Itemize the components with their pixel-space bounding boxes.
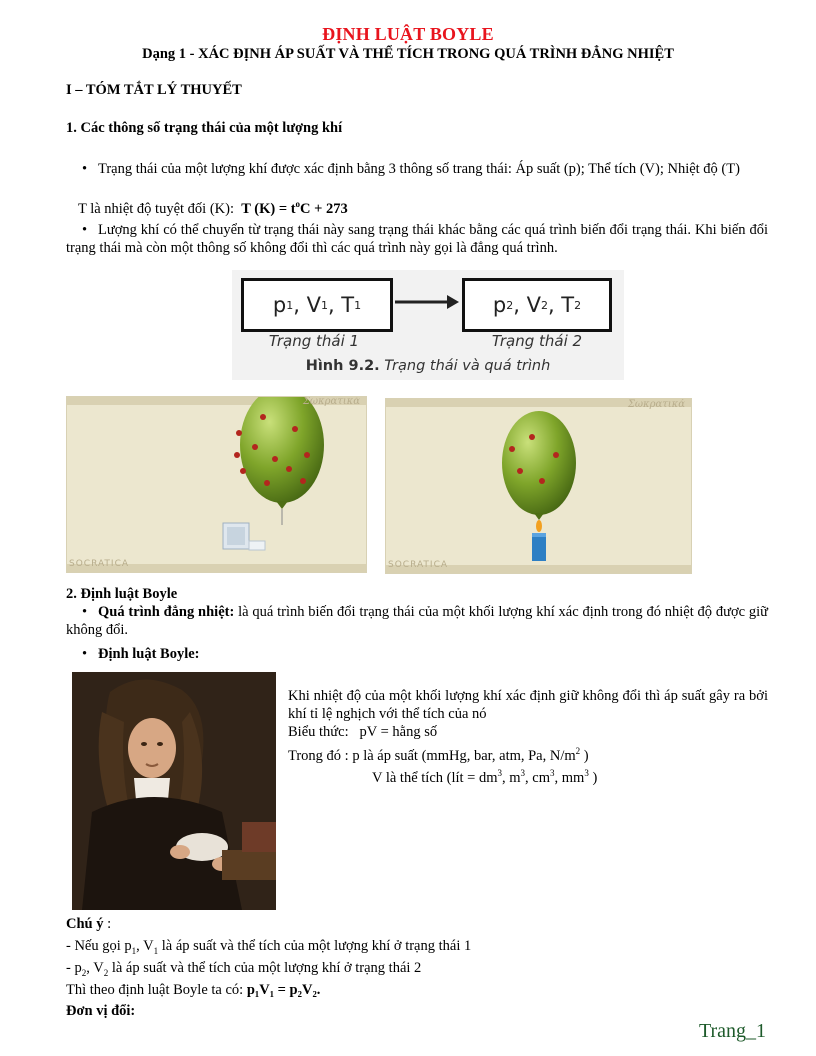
state-1-label: Trạng thái 1: [268, 332, 360, 350]
figure-caption: Hình 9.2. Trạng thái và quá trình: [305, 358, 551, 374]
note-line-3: Thì theo định luật Boyle ta có: p₁V₁ = p₂V₂.: [66, 982, 321, 998]
document-subtitle: Dạng 1 - XÁC ĐỊNH ÁP SUẤT VÀ THỂ TÍCH TRONG QUÁ TRÌNH ĐẲNG NHIỆT: [142, 46, 674, 62]
note-heading: Chú ý :: [66, 916, 112, 932]
subsection-heading: 1. Các thông số trạng thái của một lượng khí: [66, 120, 343, 136]
note-line-2: - $p_2$, $V_2$ là áp suất và thể tích của một lượng khí ở trạng thái 2: [66, 960, 422, 978]
boyle-formula: p₁V₁ = p₂V₂.: [246, 982, 321, 998]
state-1-box: p 1 , V 1 , T 1: [241, 278, 393, 332]
page-number: Trang_1: [698, 1020, 766, 1042]
balloon-cold-image: [66, 396, 367, 573]
state-2-box: p 2 , V 2 , T 2: [462, 278, 612, 332]
bullet-icon: •: [82, 604, 88, 620]
volume-units: V là thể tích (lít = $dm^3$, $m^3$, $cm^3$, $mm^3$ ): [372, 768, 598, 786]
paragraph-isothermal: • Quá trình đẳng nhiệt: là quá trình biến đổi trạng thái của một khối lượng khí xác định trong đó nhiệt độ được giữ không đổi.: [66, 604, 768, 638]
state-2-label: Trạng thái 2: [491, 332, 583, 350]
subsection-heading-boyle: 2. Định luật Boyle: [66, 586, 178, 602]
bullet-icon: •: [82, 222, 88, 238]
paragraph-text: Lượng khí có thể chuyển từ trạng thái này sang trạng thái khác bằng các quá trình biến đổi trạng thái. Khi biến đổi trạng thái mà còn một thông số không đổi thì các quá trình này gọi là đẳng quá trình.: [66, 222, 768, 256]
balloon-warm-image: [385, 398, 692, 574]
paragraph-processes: [66, 222, 768, 257]
panel-watermark-greek: Σωκρατικά: [627, 399, 685, 410]
boyle-law-expression: Biểu thức: pV = hằng số: [288, 724, 438, 740]
paragraph-boyle-law-heading: • Định luật Boyle:: [82, 646, 200, 662]
note-line-1: - Nếu gọi $p_1$, $V_1$ là áp suất và thể tích của một lượng khí ở trạng thái 1: [66, 938, 472, 956]
boyle-law-statement: Khi nhiệt độ của một khối lượng khí xác định giữ không đổi thì áp suất gây ra bởi khí tỉ lệ nghịch với thể tích của nó: [288, 688, 768, 722]
arrow-icon: [393, 290, 461, 314]
paragraph-absolute-temp: [78, 199, 348, 218]
unit-conversion-heading: Đơn vị đổi:: [66, 1003, 136, 1019]
robert-boyle-portrait: [72, 672, 276, 910]
paragraph-state-params: [66, 161, 768, 179]
document-title: ĐỊNH LUẬT BOYLE: [322, 24, 494, 44]
paragraph-text: Trạng thái của một lượng khí được xác định bằng 3 thông số trang thái: Áp suất (p); Thể tích (V); Nhiệt độ (T): [98, 161, 740, 177]
section-heading: I – TÓM TẮT LÝ THUYẾT: [66, 82, 242, 98]
temperature-formula: T $(K) = t^oC + 273$: [241, 199, 348, 217]
panel-watermark-brand: SOCRATICA: [388, 560, 449, 570]
bullet-icon: •: [82, 161, 88, 177]
bullet-icon: •: [82, 646, 88, 662]
panel-watermark-brand: SOCRATICA: [69, 559, 130, 569]
paragraph-text: T là nhiệt độ tuyệt đối (K):: [78, 200, 234, 217]
panel-watermark-greek: Σωκρατικά: [302, 396, 360, 407]
pressure-units: Trong đó : p là áp suất (mmHg, bar, atm, Pa, $N/m^2$ ): [288, 746, 589, 764]
